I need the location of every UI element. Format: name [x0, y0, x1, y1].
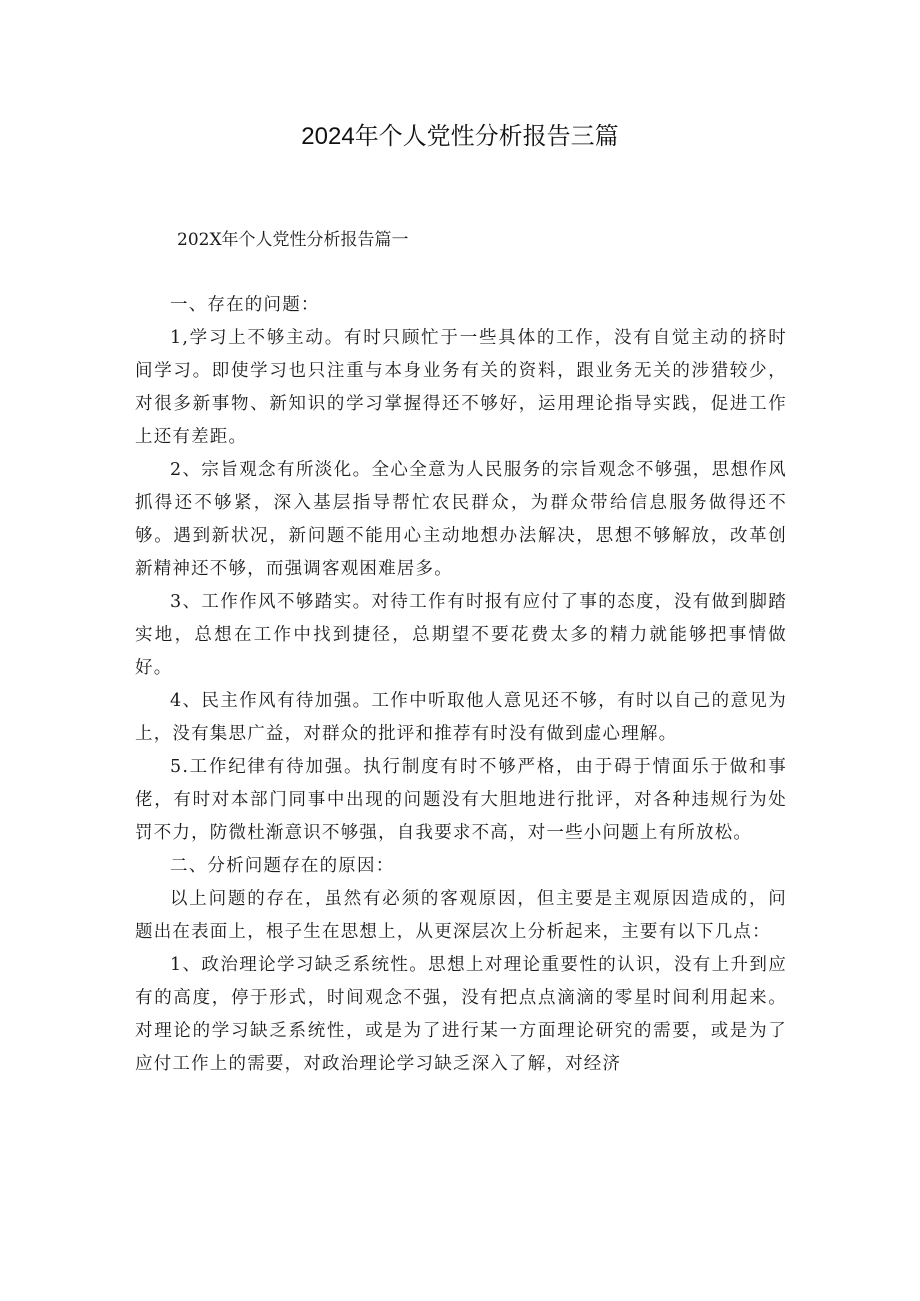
paragraph: 2、宗旨观念有所淡化。全心全意为人民服务的宗旨观念不够强，思想作风抓得还不够紧，深入基层指导帮忙农民群众，为群众带给信息服务做得还不够。遇到新状况，新问题不能用心主动地想办法解决，思想不够解放，改革创新精神还不够，而强调客观困难居多。	[135, 460, 787, 579]
paragraph: 4、民主作风有待加强。工作中听取他人意见还不够，有时以自己的意见为上，没有集思广益，对群众的批评和推荐有时没有做到虚心理解。	[135, 691, 787, 744]
paragraph: 3、工作作风不够踏实。对待工作有时报有应付了事的态度，没有做到脚踏实地，总想在工作中找到捷径，总期望不要花费太多的精力就能够把事情做好。	[135, 592, 787, 678]
paragraph: 5.工作纪律有待加强。执行制度有时不够严格，由于碍于情面乐于做和事佬，有时对本部门同事中出现的问题没有大胆地进行批评，对各种违规行为处罚不力，防微杜渐意识不够强，自我要求不高，对一些小问题上有所放松。	[135, 757, 787, 843]
section-heading-problems: 一、存在的问题：	[170, 295, 320, 315]
paragraph: 以上问题的存在，虽然有必须的客观原因，但主要是主观原因造成的，问题出在表面上，根子生在思想上，从更深层次上分析起来，主要有以下几点：	[135, 889, 787, 942]
paragraph: 1、政治理论学习缺乏系统性。思想上对理论重要性的认识，没有上升到应有的高度，停于形式，时间观念不强，没有把点点滴滴的零星时间利用起来。对理论的学习缺乏系统性，或是为了进行某一方面理论研究的需要，或是为了应付工作上的需要，对政治理论学习缺乏深入了解，对经济	[135, 955, 787, 1074]
document-subtitle: 202X年个人党性分析报告篇一	[177, 230, 409, 250]
document-body	[135, 289, 787, 1081]
section-heading-causes: 二、分析问题存在的原因：	[170, 856, 395, 876]
paragraph: 1,学习上不够主动。有时只顾忙于一些具体的工作，没有自觉主动的挤时间学习。即使学习也只注重与本身业务有关的资料，跟业务无关的涉猎较少，对很多新事物、新知识的学习掌握得还不够好，运用理论指导实践，促进工作上还有差距。	[135, 328, 787, 447]
document-title: 2024年个人党性分析报告三篇	[301, 123, 619, 150]
